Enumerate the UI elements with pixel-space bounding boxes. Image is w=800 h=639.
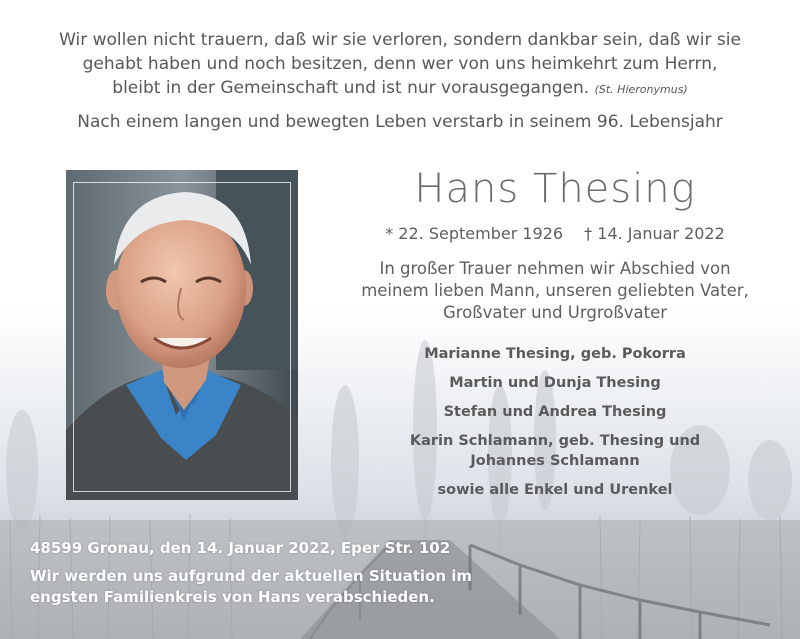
mourners-list xyxy=(360,344,750,509)
funeral-notice-line-1: Wir werden uns aufgrund der aktuellen Situation im xyxy=(30,567,473,585)
mourner-item xyxy=(360,431,750,471)
mourner-line: Johannes Schlamann xyxy=(470,453,640,469)
mourner-item: Martin und Dunja Thesing xyxy=(449,375,661,391)
portrait-photo xyxy=(66,170,298,500)
mourner-item: Marianne Thesing, geb. Pokorra xyxy=(424,346,686,362)
farewell-line-2: meinem lieben Mann, unseren geliebten Vater, xyxy=(361,281,749,300)
quote-line-3: bleibt in der Gemeinschaft und ist nur vorausgegangen. xyxy=(112,78,590,98)
deceased-name: Hans Thesing xyxy=(414,166,696,212)
death-date: † 14. Januar 2022 xyxy=(584,224,725,243)
birth-date: * 22. September 1926 xyxy=(385,224,564,243)
quote-line-2: gehabt haben und noch besitzen, denn wer von uns heimkehrt zum Herrn, xyxy=(82,54,718,74)
funeral-notice-line-2: engsten Familienkreis von Hans verabschieden. xyxy=(30,588,435,606)
quote-attribution: (St. Hieronymus) xyxy=(594,83,688,96)
mourner-item: sowie alle Enkel und Urenkel xyxy=(437,482,673,498)
farewell-line-3: Großvater und Urgroßvater xyxy=(442,303,668,322)
place-and-date: 48599 Gronau, den 14. Januar 2022, Eper Str. 102 xyxy=(30,539,451,557)
memorial-quote xyxy=(20,28,780,102)
funeral-notice xyxy=(30,566,550,608)
mourner-item: Stefan und Andrea Thesing xyxy=(443,404,667,420)
farewell-statement xyxy=(340,258,770,324)
mourner-line: Karin Schlamann, geb. Thesing und xyxy=(409,433,701,449)
portrait-image xyxy=(66,170,298,500)
farewell-line-1: In großer Trauer nehmen wir Abschied von xyxy=(379,259,731,278)
life-dates xyxy=(360,224,750,243)
death-announcement: Nach einem langen und bewegten Leben verstarb in seinem 96. Lebensjahr xyxy=(77,112,723,132)
quote-line-1: Wir wollen nicht trauern, daß wir sie verloren, sondern dankbar sein, daß wir sie xyxy=(59,30,741,50)
